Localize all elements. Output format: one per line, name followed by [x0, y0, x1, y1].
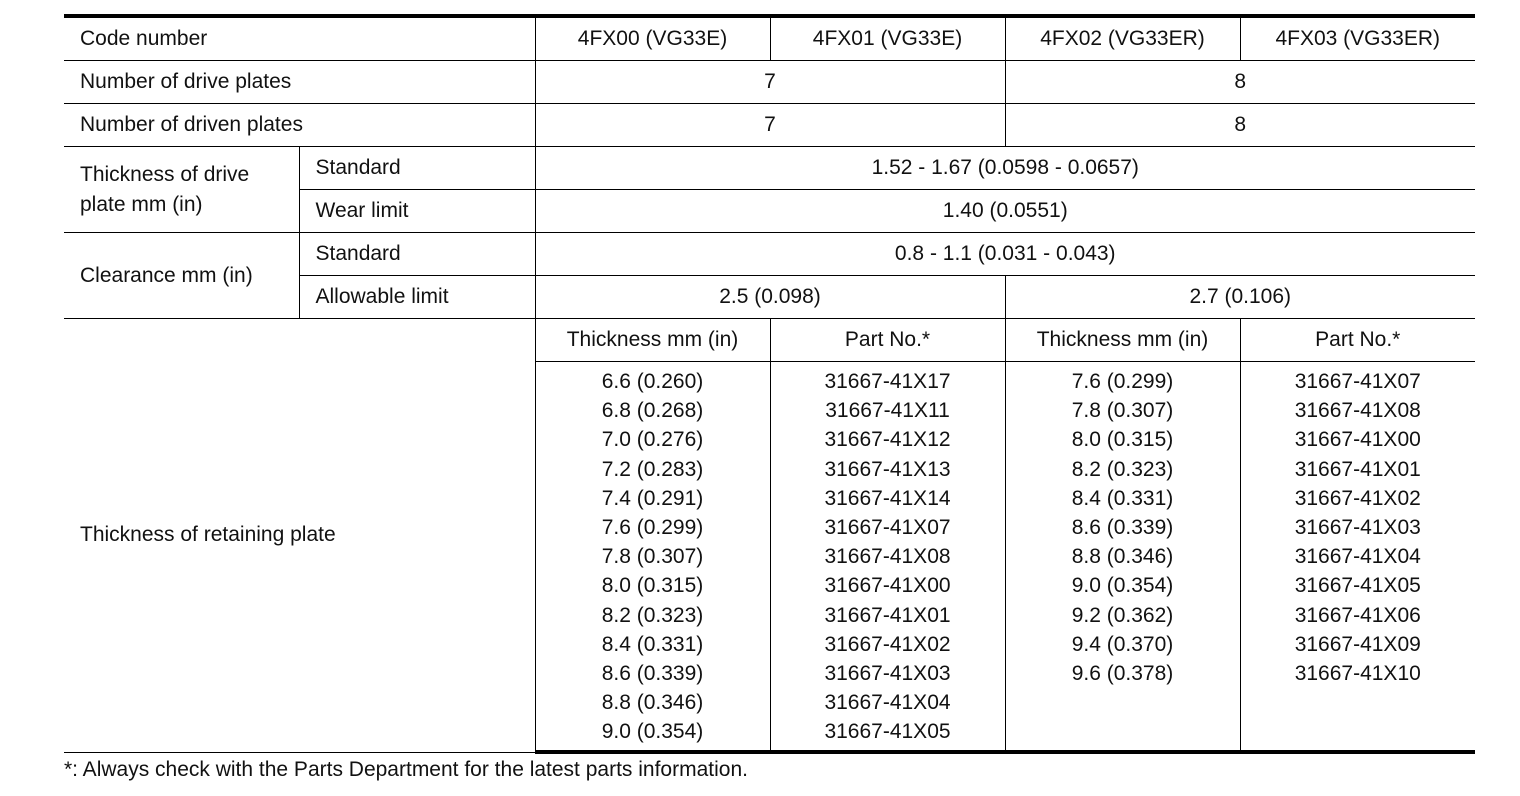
drive-plates-label: Number of drive plates — [64, 61, 535, 104]
list-item: 7.0 (0.276) — [601, 428, 704, 452]
drive-thickness-standard-label: Standard — [299, 147, 535, 190]
clearance-allowable-value-er: 2.7 (0.106) — [1005, 276, 1475, 319]
code-number-label: Code number — [64, 16, 535, 61]
list-item: 31667-41X03 — [824, 661, 951, 685]
retaining-part-list-e — [770, 362, 1005, 753]
retaining-part-header-er: Part No.* — [1240, 319, 1475, 362]
list-item: 31667-41X12 — [824, 428, 951, 452]
clutch-spec-table — [64, 14, 1475, 754]
list-item: 7.6 (0.299) — [1071, 370, 1174, 393]
list-item: 9.0 (0.354) — [601, 720, 704, 744]
list-item: 31667-41X07 — [1294, 370, 1421, 393]
retaining-thickness-header-e: Thickness mm (in) — [535, 319, 770, 362]
list-item: 31667-41X05 — [1294, 574, 1421, 598]
list-item: 8.6 (0.339) — [1071, 515, 1174, 539]
list-item: 31667-41X01 — [824, 603, 951, 627]
retaining-header-row — [64, 319, 1475, 362]
footnote: *: Always check with the Parts Department for the latest parts information. — [64, 758, 748, 781]
drive-thickness-standard-row — [64, 147, 1475, 190]
list-item: 31667-41X14 — [824, 486, 951, 510]
drive-plates-value-e: 7 — [535, 61, 1005, 104]
list-item: 31667-41X00 — [824, 574, 951, 598]
driven-plates-value-e: 7 — [535, 104, 1005, 147]
list-item: 31667-41X02 — [1294, 486, 1421, 510]
list-item: 31667-41X01 — [1294, 457, 1421, 481]
clearance-allowable-value-e: 2.5 (0.098) — [535, 276, 1005, 319]
list-item: 31667-41X13 — [824, 457, 951, 481]
list-item: 9.0 (0.354) — [1071, 574, 1174, 598]
clearance-standard-value: 0.8 - 1.1 (0.031 - 0.043) — [535, 233, 1475, 276]
list-item: 31667-41X02 — [824, 632, 951, 656]
driven-plates-value-er: 8 — [1005, 104, 1475, 147]
list-item: 31667-41X06 — [1294, 603, 1421, 627]
retaining-plate-label: Thickness of retaining plate — [64, 319, 535, 753]
list-item: 31667-41X11 — [825, 399, 950, 423]
drive-plates-value-er: 8 — [1005, 61, 1475, 104]
retaining-part-list-er — [1240, 362, 1475, 753]
clearance-standard-row — [64, 233, 1475, 276]
list-item: 9.2 (0.362) — [1071, 603, 1174, 627]
retaining-thickness-list-er — [1005, 362, 1240, 753]
list-item: 31667-41X07 — [824, 515, 951, 539]
list-item: 31667-41X17 — [824, 370, 951, 393]
list-item: 31667-41X08 — [1294, 399, 1421, 423]
retaining-thickness-list-e — [535, 362, 770, 753]
code-4fx00: 4FX00 (VG33E) — [535, 16, 770, 61]
list-item: 8.0 (0.315) — [601, 574, 704, 598]
list-item: 8.4 (0.331) — [1071, 486, 1174, 510]
code-4fx03: 4FX03 (VG33ER) — [1240, 16, 1475, 61]
code-number-row — [64, 16, 1475, 61]
code-4fx02: 4FX02 (VG33ER) — [1005, 16, 1240, 61]
list-item: 7.8 (0.307) — [601, 545, 704, 569]
list-item: 6.6 (0.260) — [601, 370, 704, 393]
drive-thickness-wear-label: Wear limit — [299, 190, 535, 233]
drive-plates-row — [64, 61, 1475, 104]
list-item: 8.2 (0.323) — [601, 603, 704, 627]
clearance-allowable-label: Allowable limit — [299, 276, 535, 319]
drive-thickness-wear-value: 1.40 (0.0551) — [535, 190, 1475, 233]
driven-plates-row — [64, 104, 1475, 147]
clearance-standard-label: Standard — [299, 233, 535, 276]
list-item: 8.4 (0.331) — [601, 632, 704, 656]
list-item: 7.4 (0.291) — [601, 486, 704, 510]
list-item: 31667-41X03 — [1294, 515, 1421, 539]
list-item: 7.6 (0.299) — [601, 515, 704, 539]
list-item: 8.8 (0.346) — [601, 691, 704, 715]
list-item: 9.4 (0.370) — [1071, 632, 1174, 656]
list-item: 31667-41X10 — [1294, 661, 1421, 685]
list-item: 31667-41X09 — [1294, 632, 1421, 656]
list-item: 7.8 (0.307) — [1071, 399, 1174, 423]
list-item: 31667-41X00 — [1294, 428, 1421, 452]
list-item: 31667-41X04 — [824, 691, 951, 715]
list-item: 31667-41X08 — [824, 545, 951, 569]
list-item: 7.2 (0.283) — [601, 457, 704, 481]
list-item: 9.6 (0.378) — [1071, 661, 1174, 685]
drive-thickness-standard-value: 1.52 - 1.67 (0.0598 - 0.0657) — [535, 147, 1475, 190]
clearance-label: Clearance mm (in) — [64, 233, 299, 319]
list-item: 8.2 (0.323) — [1071, 457, 1174, 481]
list-item: 6.8 (0.268) — [601, 399, 704, 423]
drive-thickness-label: Thickness of drive plate mm (in) — [64, 147, 299, 233]
retaining-part-header-e: Part No.* — [770, 319, 1005, 362]
code-4fx01: 4FX01 (VG33E) — [770, 16, 1005, 61]
list-item: 31667-41X05 — [824, 720, 951, 744]
retaining-thickness-header-er: Thickness mm (in) — [1005, 319, 1240, 362]
driven-plates-label: Number of driven plates — [64, 104, 535, 147]
list-item: 8.6 (0.339) — [601, 661, 704, 685]
list-item: 8.8 (0.346) — [1071, 545, 1174, 569]
list-item: 8.0 (0.315) — [1071, 428, 1174, 452]
list-item: 31667-41X04 — [1294, 545, 1421, 569]
